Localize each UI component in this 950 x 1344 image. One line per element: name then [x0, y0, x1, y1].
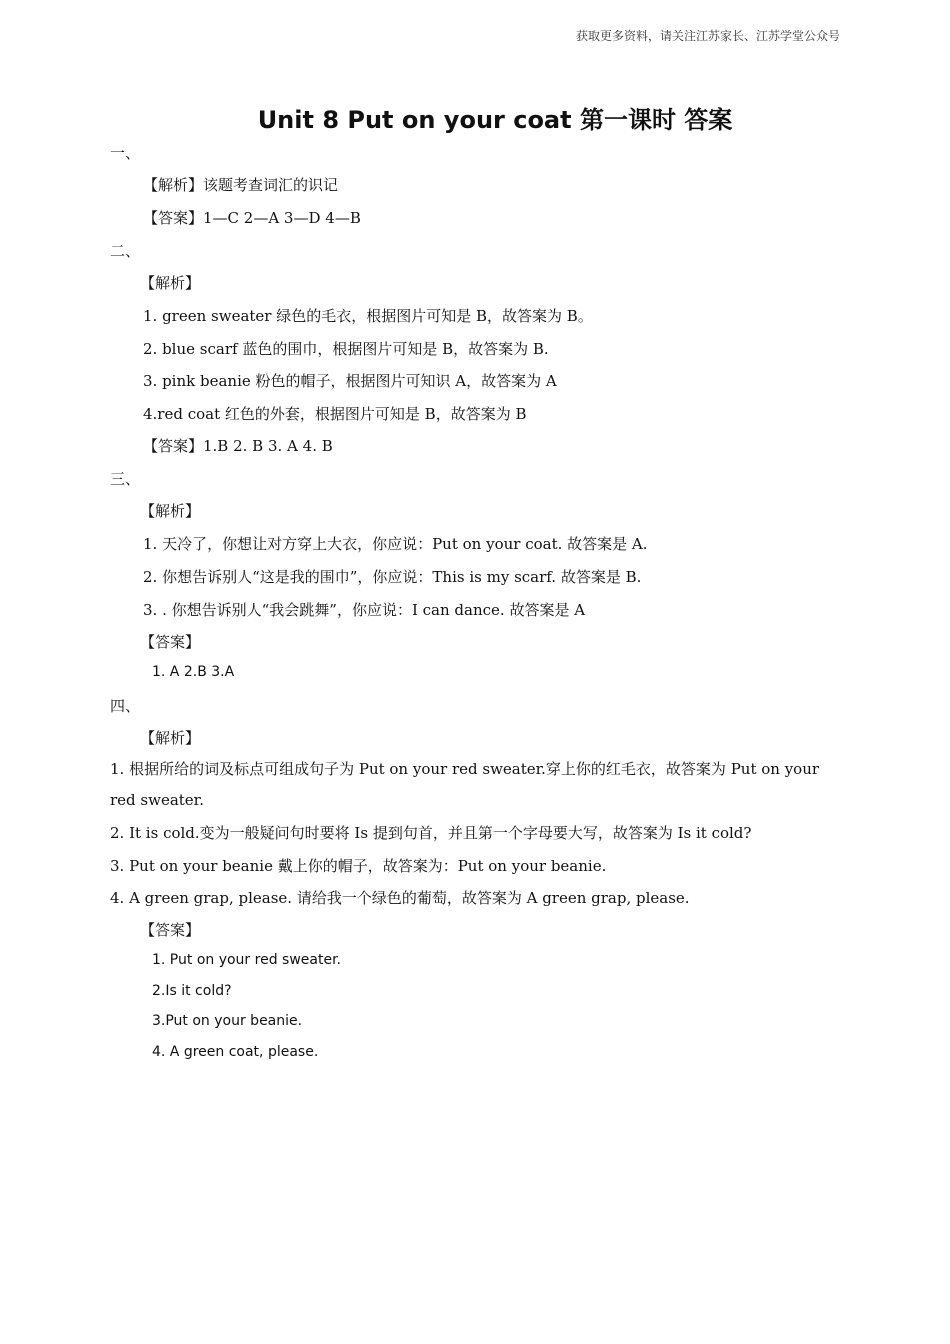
- section-4-item: 4. A green grap, please. 请给我一个绿色的葡萄，故答案为 A green grap, please.: [110, 889, 690, 907]
- section-2-heading: 二、: [110, 242, 141, 260]
- section-4-item: 3. Put on your beanie 戴上你的帽子，故答案为：Put on your beanie.: [110, 857, 607, 875]
- section-4-answer: 3.Put on your beanie.: [152, 1013, 303, 1029]
- section-4-answer-label: 【答案】: [140, 921, 201, 939]
- section-4-answer: 2.Is it cold?: [152, 983, 232, 999]
- page-title: Unit 8 Put on your coat 第一课时 答案: [257, 106, 733, 134]
- section-1-analysis: 【解析】该题考查词汇的识记: [143, 176, 339, 194]
- section-1-heading: 一、: [110, 144, 141, 162]
- section-1-answer: 【答案】1—C 2—A 3—D 4—B: [143, 209, 361, 227]
- section-4-answer: 4. A green coat, please.: [152, 1044, 319, 1060]
- section-3-item: 1. 天冷了，你想让对方穿上大衣，你应说：Put on your coat. 故答案是 A.: [143, 535, 648, 553]
- section-2-item: 3. pink beanie 粉色的帽子，根据图片可知识 A，故答案为 A: [143, 372, 557, 390]
- section-2-item: 2. blue scarf 蓝色的围巾，根据图片可知是 B，故答案为 B.: [143, 340, 549, 358]
- section-3-item: 3. . 你想告诉别人“我会跳舞”，你应说：I can dance. 故答案是 A: [143, 601, 586, 619]
- section-3-analysis-label: 【解析】: [140, 502, 201, 520]
- section-2-item: 4.red coat 红色的外套，根据图片可知是 B，故答案为 B: [143, 405, 527, 423]
- section-3-heading: 三、: [110, 470, 141, 488]
- section-4-answer: 1. Put on your red sweater.: [152, 952, 341, 968]
- section-4-analysis-label: 【解析】: [140, 729, 201, 747]
- section-2-item: 1. green sweater 绿色的毛衣，根据图片可知是 B，故答案为 B。: [143, 307, 593, 325]
- section-4-item: 1. 根据所给的词及标点可组成句子为 Put on your red sweater.穿上你的红毛衣，故答案为 Put on your red sweater.: [110, 760, 820, 809]
- header-note: 获取更多资料，请关注江苏家长、江苏学堂公众号: [575, 29, 840, 43]
- section-2-answer: 【答案】1.B 2. B 3. A 4. B: [143, 437, 333, 455]
- section-2-analysis-label: 【解析】: [140, 274, 201, 292]
- section-4-item: 2. It is cold.变为一般疑问句时要将 Is 提到句首，并且第一个字母要大写，故答案为 Is it cold?: [110, 824, 752, 842]
- section-4-heading: 四、: [110, 697, 141, 715]
- section-3-item: 2. 你想告诉别人“这是我的围巾”，你应说：This is my scarf. 故答案是 B.: [143, 568, 642, 586]
- section-3-answer-label: 【答案】: [140, 633, 201, 651]
- section-3-answer: 1. A 2.B 3.A: [152, 664, 235, 680]
